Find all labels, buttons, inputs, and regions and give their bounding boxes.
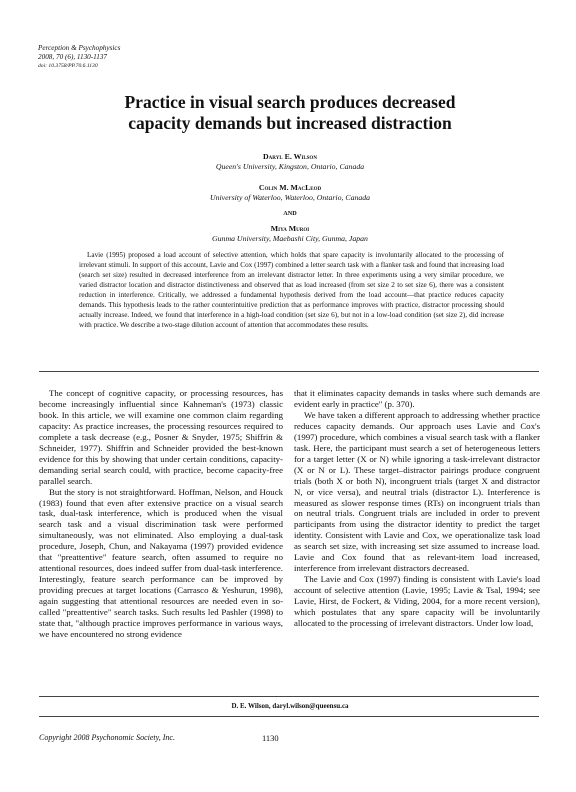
abstract: Lavie (1995) proposed a load account of selective attention, which holds that spare capacity is involuntarily allocated to the processing of irrelevant stimuli. In support of this account, Lavie and Cox (1997) combined a letter search task with a flanker task and found that increasing load (search set size) resulted in decreased interference from an irrelevant distractor letter. In three experiments using a very similar procedure, we varied distractor location and distractor distinctiveness and observed that as load increased (from set size 2 to set size 6), there was a consistent reduction in interference. Critically, we addressed a fundamental hypothesis derived from the load account—that practice reduces capacity demands. This hypothesis leads to the rather counterintuitive prediction that as performance improves with practice, distractor processing should actually increase. Indeed, we found that interference in a high-load condition (set size 6), but not in a low-load condition (set size 2), did increase with practice. We describe a two-stage dilution account of attention that accommodates these results. [79, 251, 504, 329]
abstract-divider [39, 371, 539, 372]
body-paragraph: The concept of cognitive capacity, or processing resources, has become increasingly influential since Kahneman's (1973) classic book. In this article, we will examine one common claim regarding capacity: As practice increases, the processing resources required to complete a task decrease (e.g., Posner & Snyder, 1975; Shiffrin & Schneider, 1977). Shiffrin and Schneider provided the best-known evidence for this by showing that under certain conditions, capacity-demanding serial search could, with practice, become capacity-free parallel search. [39, 388, 283, 486]
correspondence-divider-top [39, 696, 539, 697]
body-paragraph: But the story is not straightforward. Hoffman, Nelson, and Houck (1983) found that even after extensive practice on a visual search task, dual-task interference, which is produced when the visual search task and a visual discrimination task were performed simultaneously, was not eliminated. Also employing a dual-task procedure, Joseph, Chun, and Nakayama (1997) provided evidence that "preattentive" feature search, often assumed to require no attentional resources, does indeed suffer from dual-task interference. Interestingly, feature search performance can be improved by providing precues at target locations (Carrasco & Yeshurun, 1998), again suggesting that attentional resources are needed even in so-called "preattentive" search tasks. Such results led Pashler (1998) to state that, "although practice improves performance in various ways, we have encountered no strong evidence [39, 486, 283, 639]
journal-name: Perception & Psychophysics [38, 44, 121, 52]
author-name-3: Miya Muroi [270, 224, 310, 233]
author-affiliation-3: Gunma University, Maebashi City, Gunma, Japan [212, 234, 368, 243]
author-affiliation-1: Queen's University, Kingston, Ontario, Canada [215, 162, 365, 171]
author-name-2: Colin M. MacLeod [258, 183, 322, 192]
body-column-right [294, 388, 540, 629]
paper-title [40, 92, 540, 134]
title-line-1: Practice in visual search produces decreased [124, 92, 456, 112]
title-line-2: capacity demands but increased distraction [128, 113, 452, 133]
author-affiliation-2: University of Waterloo, Waterloo, Ontario, Canada [209, 193, 371, 202]
and-separator: AND [283, 210, 297, 217]
body-column-left [39, 388, 283, 640]
journal-header [38, 44, 120, 71]
journal-doi: doi: 10.3758/PP.70.6.1130 [38, 63, 98, 69]
body-paragraph: that it eliminates capacity demands in tasks where such demands are evident early in practice" (p. 370). [294, 388, 540, 409]
correspondence-divider-bottom [39, 716, 539, 717]
copyright-notice: Copyright 2008 Psychonomic Society, Inc. [39, 733, 175, 742]
journal-volume: 2008, 70 (6), 1130-1137 [38, 53, 108, 61]
author-name-1: Daryl E. Wilson [263, 152, 317, 161]
page-number: 1130 [262, 733, 279, 743]
body-paragraph: We have taken a different approach to addressing whether practice reduces capacity demands. Our approach uses Lavie and Cox's (1997) procedure, which combines a visual search task with a flanker task. Here, the participant must search a set of heterogeneous letters for a target letter (X or N) while ignoring a task-irrelevant distractor (X or N or L). These target–distractor pairings produce congruent trials (both X or both N), incongruent trials (target X and distractor N, or vice versa), and neutral trials (distractor L). Interference is measured as slower response times (RTs) on incongruent trials than on neutral trials. Congruent trials are included in order to prevent participants from using the distractor identity to predict the target identity. Consistent with Lavie and Cox, we operationalize task load as search set size, with increasing set size assumed to increase load. Lavie and Cox found that as relevant-item load increased, interference from irrelevant distractors decreased. [294, 409, 540, 574]
body-paragraph: The Lavie and Cox (1997) finding is consistent with Lavie's load account of selective attention (Lavie, 1995; Lavie & Tsal, 1994; see Lavie, Hirst, de Fockert, & Viding, 2004, for a more recent version), which postulates that any spare capacity will be involuntarily allocated to the processing of irrelevant distractors. Under low load, [294, 574, 540, 629]
correspondence: D. E. Wilson, daryl.wilson@queensu.ca [231, 702, 349, 710]
